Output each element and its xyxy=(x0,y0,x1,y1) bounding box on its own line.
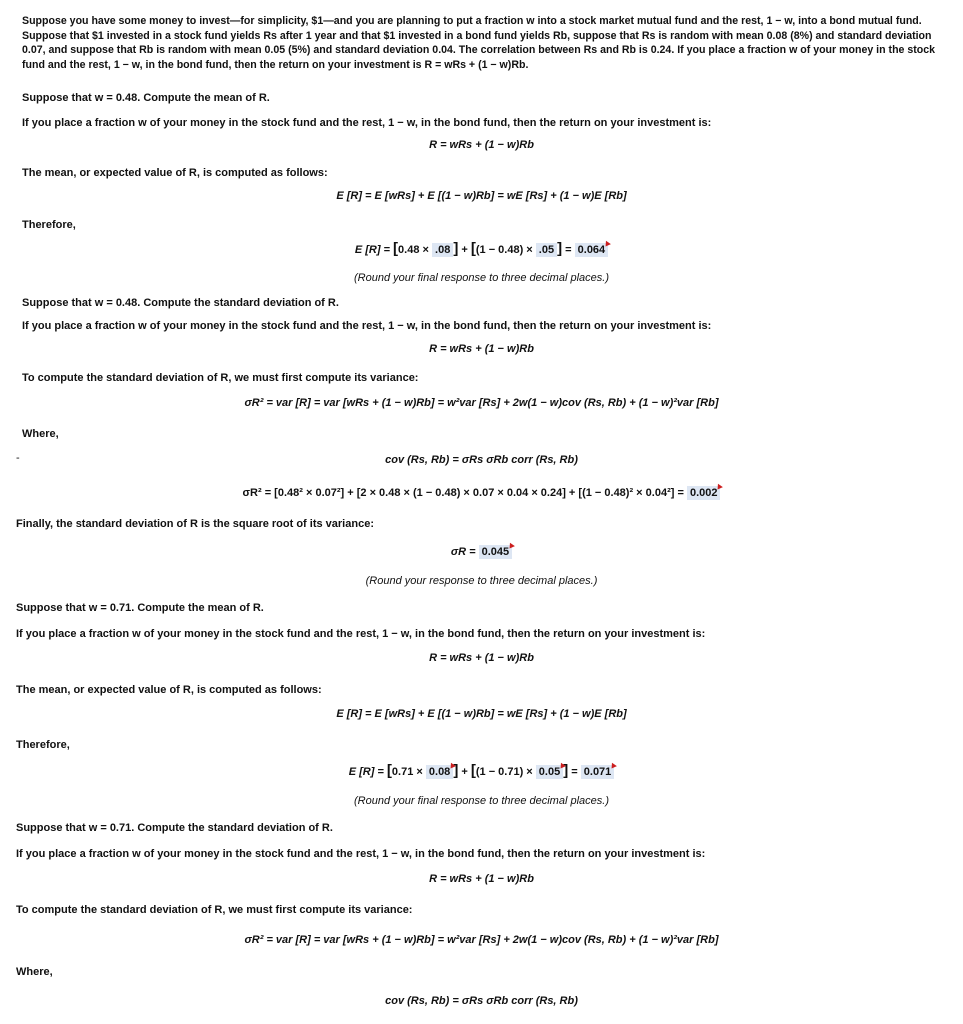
variance-intro: To compute the standard deviation of R, we must first compute its variance: xyxy=(22,372,419,384)
eb-input[interactable]: 0.05 xyxy=(536,765,563,779)
mean-intro: The mean, or expected value of R, is computed as follows: xyxy=(16,684,322,696)
mean-intro: The mean, or expected value of R, is computed as follows: xyxy=(22,167,328,179)
eb-input[interactable]: .05 xyxy=(536,243,557,257)
variance-intro: To compute the standard deviation of R, we must first compute its variance: xyxy=(16,904,413,916)
investment-return-statement: If you place a fraction w of your money in the stock fund and the rest, 1 − w, in the bond fund, then the return on your investment is: xyxy=(16,628,706,640)
question-sd-w071: Suppose that w = 0.71. Compute the standard deviation of R. xyxy=(16,822,333,834)
sd-result-w048: σR = 0.045 xyxy=(0,546,963,558)
r-formula: R = wRs + (1 − w)Rb xyxy=(429,652,534,664)
where-label: Where, xyxy=(22,428,59,440)
r-formula: R = wRs + (1 − w)Rb xyxy=(429,873,534,885)
question-mean-w048: Suppose that w = 0.48. Compute the mean of R. xyxy=(22,92,270,104)
round-note: (Round your final response to three decimal places.) xyxy=(354,795,609,807)
r-formula: R = wRs + (1 − w)Rb xyxy=(429,343,534,355)
covariance-formula: cov (Rs, Rb) = σRs σRb corr (Rs, Rb) xyxy=(385,454,578,466)
where-label: Where, xyxy=(16,966,53,978)
mean-formula: E [R] = E [wRs] + E [(1 − w)Rb] = wE [Rs] + (1 − w)E [Rb] xyxy=(336,708,627,720)
mean-answer-w071[interactable]: 0.071 xyxy=(581,765,615,779)
question-sd-w048: Suppose that w = 0.48. Compute the standard deviation of R. xyxy=(22,297,339,309)
es-input[interactable]: 0.08 xyxy=(426,765,453,779)
mean-answer-w048[interactable]: 0.064 xyxy=(575,243,609,257)
investment-return-statement: If you place a fraction w of your money in the stock fund and the rest, 1 − w, in the bond fund, then the return on your investment is: xyxy=(16,848,706,860)
therefore-label: Therefore, xyxy=(16,739,70,751)
investment-return-statement: If you place a fraction w of your money in the stock fund and the rest, 1 − w, in the bond fund, then the return on your investment is: xyxy=(22,117,712,129)
es-input[interactable]: .08 xyxy=(432,243,453,257)
finally-text: Finally, the standard deviation of R is the square root of its variance: xyxy=(16,518,374,530)
question-mean-w071: Suppose that w = 0.71. Compute the mean of R. xyxy=(16,602,264,614)
sd-answer-w048[interactable]: 0.045 xyxy=(479,545,513,559)
mean-formula: E [R] = E [wRs] + E [(1 − w)Rb] = wE [Rs] + (1 − w)E [Rb] xyxy=(336,190,627,202)
mean-calc-w048: E [R] = [0.48 × .08 ] + [(1 − 0.48) × .05 ] = 0.064 xyxy=(0,243,963,256)
covariance-formula: cov (Rs, Rb) = σRs σRb corr (Rs, Rb) xyxy=(385,995,578,1007)
problem-statement: Suppose you have some money to invest—for simplicity, $1—and you are planning to put a fraction w into a stock market mutual fund and the rest, 1 − w, into a bond mutual fund. Suppose that $1 invested in a stock fund yields Rs after 1 year and that $1 invested in a bond fund yields Rb, suppose that Rs is random with mean 0.08 (8%) and standard deviation 0.07, and suppose that Rb is random with mean 0.05 (5%) and standard deviation 0.04. The correlation between Rs and Rb is 0.24. If you place a fraction w of your money in the stock fund and the rest, 1 − w, in the bond fund, then the return on your investment is R = wRs + (1 − w)Rb. xyxy=(22,15,936,71)
variance-formula: σR² = var [R] = var [wRs + (1 − w)Rb] = w²var [Rs] + 2w(1 − w)cov (Rs, Rb) + (1 − w)²var [Rb] xyxy=(244,934,719,946)
round-note: (Round your response to three decimal places.) xyxy=(365,575,598,587)
r-formula: R = wRs + (1 − w)Rb xyxy=(429,139,534,151)
therefore-label: Therefore, xyxy=(22,219,76,231)
variance-answer-w048[interactable]: 0.002 xyxy=(687,486,721,500)
mean-calc-w071: E [R] = [0.71 × 0.08 ] + [(1 − 0.71) × 0.05 ] = 0.071 xyxy=(0,765,963,778)
investment-return-statement: If you place a fraction w of your money in the stock fund and the rest, 1 − w, in the bond fund, then the return on your investment is: xyxy=(22,320,712,332)
variance-calc-w048: σR² = [0.48² × 0.07²] + [2 × 0.48 × (1 − 0.48) × 0.07 × 0.04 × 0.24] + [(1 − 0.48)² × 0.04²] = 0.002 xyxy=(0,487,963,499)
dash-mark: - xyxy=(16,452,20,464)
variance-formula: σR² = var [R] = var [wRs + (1 − w)Rb] = w²var [Rs] + 2w(1 − w)cov (Rs, Rb) + (1 − w)²var [Rb] xyxy=(244,397,719,409)
round-note: (Round your final response to three decimal places.) xyxy=(354,272,609,284)
